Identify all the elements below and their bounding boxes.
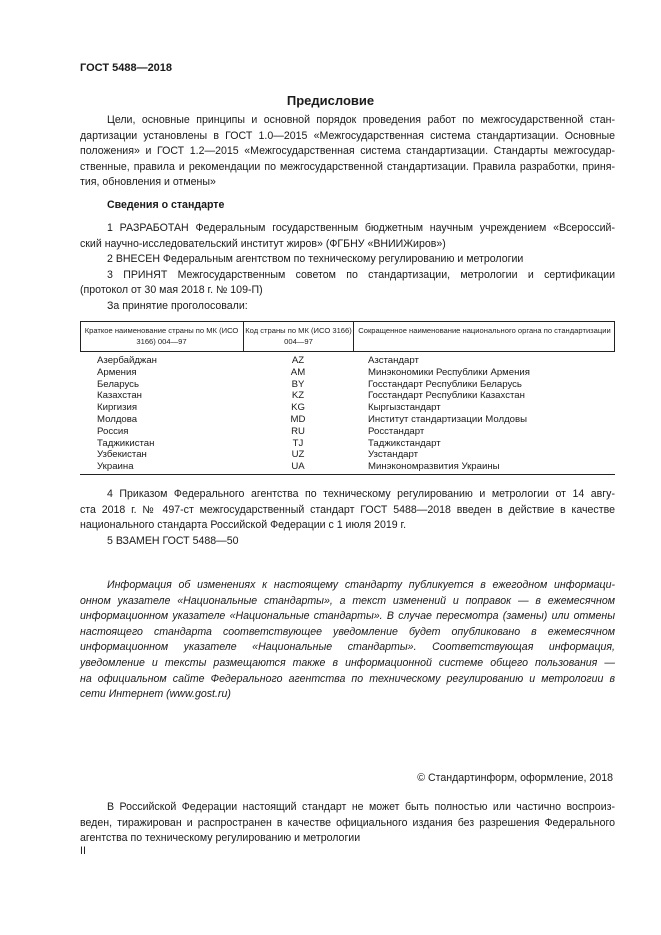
body-cell: Азстандарт xyxy=(368,355,419,366)
about-standard-heading: Сведения о стандарте xyxy=(107,199,225,211)
body-cell: Кыргызстандарт xyxy=(368,402,441,414)
notice-line: сети Интернет (www.gost.ru) xyxy=(80,688,231,701)
notice-line: уведомление и тексты размещаются также в информационной системе общего пользования — xyxy=(80,656,615,669)
table-row xyxy=(80,379,615,391)
body-cell: Госстандарт Республики Беларусь xyxy=(368,378,522,390)
text-line: национального стандарта Российской Федерации с 1 июля 2019 г. xyxy=(80,519,407,531)
notice-line: Информация об изменениях к настоящему стандарту публикуется в ежегодном информаци- xyxy=(107,579,615,591)
table-row xyxy=(80,438,615,450)
body-cell: Минэкономики Республики Армения xyxy=(368,366,530,378)
code-cell: RU xyxy=(291,425,305,437)
table-row xyxy=(80,355,615,367)
table-header-rule xyxy=(80,351,615,352)
item-1-line: 1 РАЗРАБОТАН Федеральным государственным бюджетным научным учреждением «Всероссий- xyxy=(107,222,615,234)
copyright-notice: © Стандартинформ, оформление, 2018 xyxy=(417,772,613,784)
table-row xyxy=(80,414,615,426)
table-row xyxy=(80,402,615,414)
notice-line: В Российской Федерации настоящий стандарт не может быть полностью или частично воспроиз- xyxy=(107,801,615,813)
code-cell: UA xyxy=(291,461,305,473)
text-line: ственные, правила и рекомендации по межгосударственной стандартизации. Правила разработки, приня- xyxy=(80,160,615,173)
country-cell: Беларусь xyxy=(97,378,139,390)
column-header-body: Сокращенное наименование национального органа по стандартизации xyxy=(358,326,611,335)
text-line: дартизации установлены в ГОСТ 1.0—2015 «Межгосударственная система стандартизации. Основные xyxy=(80,129,615,142)
code-cell: TJ xyxy=(292,437,304,449)
country-cell: Украина xyxy=(97,461,134,473)
body-cell: Росстандарт xyxy=(368,425,425,437)
code-cell: KZ xyxy=(291,390,305,402)
text-line: тия, обновления и отмены» xyxy=(80,176,216,188)
column-header-code: Код страны по МК (ИСО 3166) 004—97 xyxy=(245,326,352,346)
table-row xyxy=(80,449,615,461)
table-row xyxy=(80,390,615,402)
body-cell: Минэкономразвития Украины xyxy=(368,461,500,473)
table-row xyxy=(80,461,615,473)
body-cell: Госстандарт Республики Казахстан xyxy=(368,390,525,402)
country-cell: Таджикистан xyxy=(97,437,155,449)
code-cell: UZ xyxy=(291,449,305,461)
standard-code-header: ГОСТ 5488—2018 xyxy=(80,62,173,74)
item-3-line: 3 ПРИНЯТ Межгосударственным советом по стандартизации, метрологии и сертификации xyxy=(107,268,615,281)
country-cell: Россия xyxy=(97,425,129,437)
country-cell: Киргизия xyxy=(97,402,138,414)
text-line: 4 Приказом Федерального агентства по техническому регулированию и метрологии от 14 авгу- xyxy=(107,488,615,500)
country-cell: Узбекистан xyxy=(97,449,147,461)
item-1-line: ский научно-исследовательский институт жиров» (ФГБНУ «ВНИИЖиров») xyxy=(80,237,446,250)
notice-line: на официальном сайте Федерального агентства по техническому регулированию и метрологии в xyxy=(80,672,615,685)
body-cell: Таджикстандарт xyxy=(368,437,441,449)
body-cell: Узстандарт xyxy=(368,449,419,461)
notice-line: веден, тиражирован и распространен в качестве официального издания без разрешения Федерального xyxy=(80,816,615,829)
notice-line: агентства по техническому регулированию и метрологии xyxy=(80,832,361,844)
code-cell: AZ xyxy=(291,355,305,366)
changes-information-notice xyxy=(80,578,615,703)
code-cell: MD xyxy=(290,414,306,425)
code-cell: AM xyxy=(290,366,306,378)
notice-line: онном указателе «Национальные стандарты», а текст изменений и поправок — в ежемесячном xyxy=(80,594,615,607)
foreword-paragraph xyxy=(80,113,615,191)
code-cell: KG xyxy=(291,402,305,414)
text-line: Цели, основные принципы и основной порядок проведения работ по межгосударственной стан- xyxy=(107,114,615,126)
voted-label: За принятие проголосовали: xyxy=(107,300,248,312)
code-cell: BY xyxy=(291,378,305,390)
table-row xyxy=(80,367,615,379)
notice-line: настоящего стандарта соответствующее уведомление будет опубликовано в ежемесячном xyxy=(80,625,615,638)
item-4-paragraph xyxy=(80,487,615,549)
table-row xyxy=(80,426,615,438)
country-cell: Казахстан xyxy=(97,390,142,402)
foreword-title: Предисловие xyxy=(286,93,375,108)
text-line: положения» и ГОСТ 1.2—2015 «Межгосударственная система стандартизации. Стандарты межгосудар- xyxy=(80,145,615,157)
about-items xyxy=(80,221,615,299)
country-cell: Армения xyxy=(97,366,137,378)
item-3-line: (протокол от 30 мая 2018 г. № 109-П) xyxy=(80,284,263,296)
body-cell: Институт стандартизации Молдовы xyxy=(368,414,527,425)
voting-countries-table xyxy=(80,321,615,472)
page-number: II xyxy=(80,845,86,857)
text-line: ста 2018 г. № 497-ст межгосударственный стандарт ГОСТ 5488—2018 введен в действие в качестве xyxy=(80,503,615,516)
country-cell: Молдова xyxy=(97,414,138,425)
table-bottom-rule xyxy=(80,474,615,475)
reproduction-notice xyxy=(80,800,615,847)
item-5: 5 ВЗАМЕН ГОСТ 5488—50 xyxy=(107,534,239,547)
item-2: 2 ВНЕСЕН Федеральным агентством по техническому регулированию и метрологии xyxy=(107,253,524,265)
notice-line: информационном указателе «Национальные стандарты». В случае пересмотра (замены) или отмены xyxy=(80,610,615,623)
country-cell: Азербайджан xyxy=(97,355,157,366)
column-header-country: Краткое наименование страны по МК (ИСО 3166) 004—97 xyxy=(84,326,239,346)
notice-line: информационном указателе «Национальные стандарты». Соответствующая информация, xyxy=(80,641,615,654)
